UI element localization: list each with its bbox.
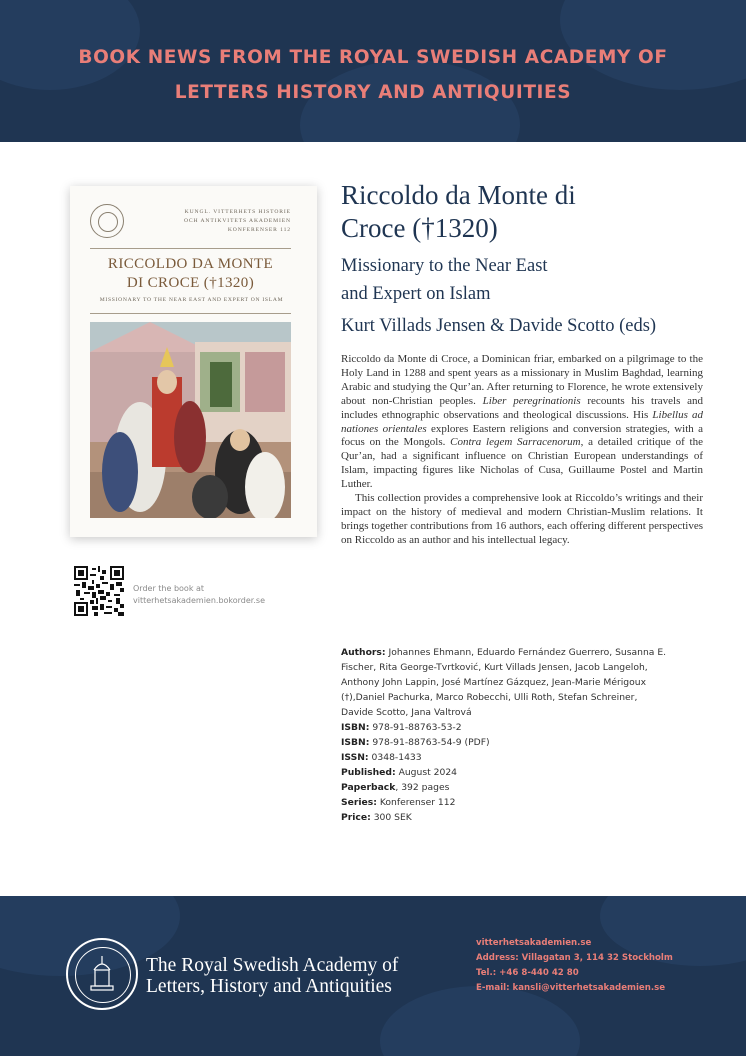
cover-divider bbox=[90, 248, 291, 249]
meta-label: Paperback bbox=[341, 782, 396, 793]
description-text: Riccoldo da Monte di Croce, a Dominican friar, embarked on a pilgrimage to the Holy Land in 1288 and spent years as a missionary in Muslim Baghdad, learning Arabic and studying the Qur’an. After returning to Florence, he wrote extensively about non-Christian peoples. bbox=[341, 353, 703, 407]
meta-label: Authors: bbox=[341, 647, 386, 658]
meta-value: 978-91-88763-54-9 (PDF) bbox=[372, 737, 490, 748]
meta-value: August 2024 bbox=[398, 767, 458, 778]
meta-label: ISSN: bbox=[341, 752, 369, 763]
book-title-line1: Riccoldo da Monte di bbox=[341, 180, 576, 210]
cover-publisher-line2: OCH ANTIKVITETS AKADEMIEN bbox=[183, 218, 291, 224]
description-paragraph: This collection provides a comprehensive look at Riccoldo’s writings and their impact on the history of medieval and modern Christian-Muslim relations. It brings together contributions from 16 authors, each offering different perspectives on Riccoldo as an author and his intellectual legacy. bbox=[341, 492, 703, 546]
meta-value: Konferenser 112 bbox=[379, 797, 456, 808]
cover-publisher-line1: KUNGL. VITTERHETS HISTORIE bbox=[184, 209, 291, 215]
meta-format bbox=[341, 780, 671, 795]
book-subtitle-line2: and Expert on Islam bbox=[341, 284, 491, 304]
qr-code-graphic bbox=[74, 566, 124, 616]
description-work-title: Libellus ad nationes orientales bbox=[341, 408, 703, 435]
meta-isbn-pdf bbox=[341, 735, 671, 750]
footer bbox=[0, 896, 746, 1056]
meta-label: ISBN: bbox=[341, 737, 370, 748]
phone: Tel.: +46 8-440 42 80 bbox=[476, 968, 579, 978]
cover-divider bbox=[90, 313, 291, 314]
description-text: recounts his travels and includes ethnographic observations and theological discussions. His bbox=[341, 394, 703, 421]
meta-published bbox=[341, 765, 671, 780]
cover-title-line1: RICCOLDO DA MONTE bbox=[107, 256, 274, 272]
book-description bbox=[341, 353, 703, 548]
description-text: explores Eastern religions and conversion strategies, with a focus on the Mongols. bbox=[341, 422, 703, 449]
meta-isbn bbox=[341, 720, 671, 735]
qr-code-icon[interactable] bbox=[74, 566, 124, 616]
book-metadata bbox=[341, 645, 671, 825]
meta-label: Series: bbox=[341, 797, 377, 808]
banner-title-line2: LETTERS HISTORY AND ANTIQUITIES bbox=[174, 82, 572, 103]
book-cover bbox=[70, 186, 317, 537]
meta-authors bbox=[341, 645, 671, 720]
banner-title-line1: BOOK NEWS FROM THE ROYAL SWEDISH ACADEMY OF bbox=[78, 47, 668, 68]
meta-label: Price: bbox=[341, 812, 371, 823]
book-subtitle-line1: Missionary to the Near East bbox=[341, 256, 548, 276]
email-link[interactable]: E-mail: kansli@vitterhetsakademien.se bbox=[476, 983, 666, 993]
book-title bbox=[341, 179, 721, 245]
meta-value: 0348-1433 bbox=[371, 752, 422, 763]
header-banner bbox=[0, 0, 746, 142]
meta-label: Published: bbox=[341, 767, 396, 778]
meta-value: 978-91-88763-53-2 bbox=[372, 722, 462, 733]
book-subtitle bbox=[341, 252, 721, 308]
meta-label: ISBN: bbox=[341, 722, 370, 733]
cover-series: KONFERENSER 112 bbox=[227, 227, 291, 233]
meta-series bbox=[341, 795, 671, 810]
academy-seal-icon bbox=[90, 204, 124, 238]
academy-name-line2: Letters, History and Antiquities bbox=[146, 976, 392, 997]
seal-graphic bbox=[68, 940, 136, 1008]
meta-value: , 392 pages bbox=[395, 782, 450, 793]
order-link[interactable]: vitterhetsakademien.bokorder.se bbox=[133, 596, 265, 605]
cover-illustration bbox=[90, 322, 291, 518]
meta-value: 300 SEK bbox=[373, 812, 412, 823]
cover-title bbox=[84, 255, 297, 293]
academy-name-line1: The Royal Swedish Academy of bbox=[146, 955, 399, 976]
description-text: , a detailed critique of the Qur’an, had a significant influence on Christian European understandings of Islam, impacting figures like Nicholas of Cusa, Guillaume Postel and Martin Luther. bbox=[341, 436, 703, 491]
book-title-line2: Croce (†1320) bbox=[341, 213, 498, 243]
meta-price bbox=[341, 810, 671, 825]
description-paragraph bbox=[341, 353, 703, 492]
order-label: Order the book at bbox=[133, 584, 205, 593]
manuscript-illumination-image bbox=[90, 322, 291, 518]
website-link[interactable]: vitterhetsakademien.se bbox=[476, 938, 592, 948]
cover-title-line2: DI CROCE (†1320) bbox=[126, 275, 255, 291]
address: Address: Villagatan 3, 114 32 Stockholm bbox=[476, 953, 673, 963]
academy-name bbox=[146, 955, 426, 997]
order-info bbox=[133, 583, 265, 607]
meta-value: Johannes Ehmann, Eduardo Fernández Guerrero, Susanna E. Fischer, Rita George-Tvrtković, Kurt Villads Jensen, Jacob Langeloh, Anthony John Lappin, José Martínez Gázquez, Jean-Marie Mérigoux (†),Daniel Pachurka, Marco Robecchi, Ulli Roth, Stefan Schreiner, Davide Scotto, Jana Valtrová bbox=[341, 647, 667, 718]
book-editors: Kurt Villads Jensen & Davide Scotto (eds) bbox=[341, 316, 657, 336]
description-work-title: Liber peregrinationis bbox=[482, 394, 581, 407]
contact-info bbox=[476, 936, 736, 996]
cover-subtitle: MISSIONARY TO THE NEAR EAST AND EXPERT ON ISLAM bbox=[99, 297, 284, 303]
cover-publisher bbox=[131, 208, 291, 235]
banner-title bbox=[0, 40, 746, 110]
description-work-title: Contra legem Sarracenorum bbox=[450, 436, 581, 449]
meta-issn bbox=[341, 750, 671, 765]
academy-seal-icon bbox=[66, 938, 138, 1010]
